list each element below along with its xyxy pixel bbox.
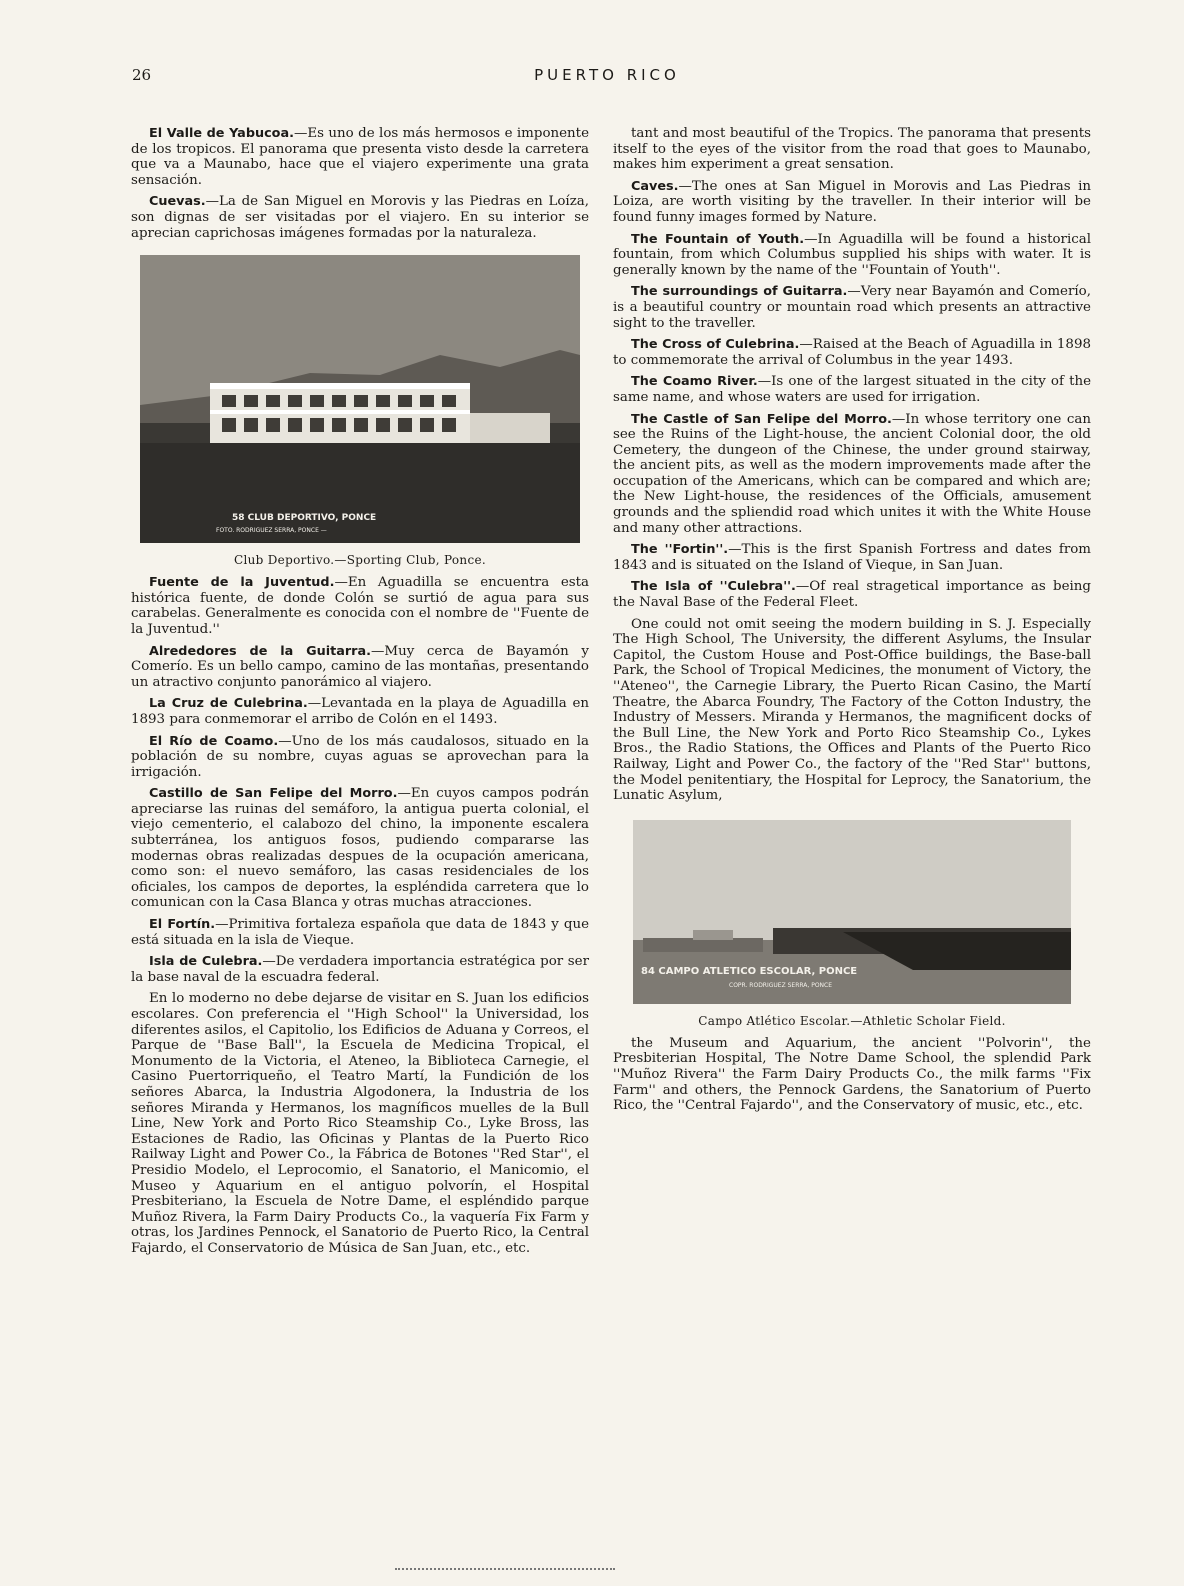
paragraph-heading: El Valle de Yabucoa.: [149, 126, 294, 141]
paragraph: [131, 954, 589, 985]
paragraph: [131, 194, 589, 241]
paragraph: [613, 179, 1091, 226]
paragraph-text: the Museum and Aquarium, the ancient ''Polvorin'', the Presbiterian Hospital, The Notre Dame School, the splendid Park ''Muñoz Rivera'' the Farm Dairy Products Co., the milk farms ''Fix Farm'' and others, the Pennock Gardens, the Sanatorium of Puerto Rico, the ''Central Fajardo'', and the Conservatory of music, etc., etc.: [613, 1035, 1091, 1114]
paragraph-heading: La Cruz de Culebrina.: [149, 696, 308, 712]
photo-caption: Campo Atlético Escolar.—Athletic Scholar Field.: [698, 1013, 1006, 1028]
paragraph: [613, 126, 1091, 173]
paragraph-text: —Muy cerca de Bayamón y Comerío. Es un bello campo, camino de las montañas, presentando un atractivo conjunto panorámico al viajero.: [131, 643, 589, 690]
paragraph-heading: El Río de Coamo.: [149, 733, 279, 749]
paragraph: [613, 542, 1091, 573]
paragraph-heading: Cuevas.: [149, 194, 206, 210]
paragraph-text: —En Aguadilla se encuentra esta histórica fuente, de donde Colón se surtió de agua para sus carabelas. Generalmente es conocida con el nombre de ''Fuente de la Juventud.'': [131, 575, 589, 637]
paragraph-heading: The Cross of Culebrina.: [631, 337, 800, 353]
paragraph-text: —In whose territory one can see the Ruins of the Light-house, the ancient Colonial door, the old Cemetery, the dungeon of the Chinese, the under ground stairway, the ancient pits, as well as the modern improvements made after the occupation of the Americans, which can be compared and which are; the New Light-house, the residences of the Officials, amusement grounds and the spliendid road which unites it with the White House and many other attractions.: [613, 411, 1091, 536]
paragraph-heading: The Fountain of Youth.: [631, 231, 805, 247]
running-title: PUERTO RICO: [534, 66, 680, 84]
paragraph: [613, 579, 1091, 610]
page-header: [132, 66, 1082, 88]
paragraph-text: —Very near Bayamón and Comerío, is a beautiful country or mountain road which presents an attractive sight to the traveller.: [613, 284, 1091, 331]
left-paragraphs-bottom: [131, 575, 589, 1256]
photo-club-deportivo: [140, 255, 580, 543]
paragraph: [131, 696, 589, 727]
paragraph: [613, 617, 1091, 804]
paragraph-text: —Is one of the largest situated in the city of the same name, and whose waters are used for irrigation.: [613, 374, 1092, 405]
sporting-club-photo: [140, 255, 580, 543]
right-paragraphs-bottom: [613, 1036, 1091, 1114]
paragraph-heading: Fuente de la Juventud.: [149, 575, 335, 591]
paragraph: [131, 991, 589, 1256]
paragraph-text: —This is the first Spanish Fortress and dates from 1843 and is situated on the Island of Vieque, in San Juan.: [613, 542, 1091, 573]
right-paragraphs-top: [613, 126, 1091, 804]
paragraph-text: —Uno de los más caudalosos, situado en la población de su nombre, cuyas aguas se aprovechan para la irrigación.: [131, 733, 590, 780]
footer-rule: [395, 1568, 615, 1570]
paragraph-text: —Levantada en la playa de Aguadilla en 1893 para conmemorar el arribo de Colón en el 1493.: [131, 696, 589, 727]
paragraph-heading: Alrededores de la Guitarra.: [149, 643, 371, 659]
paragraph-text: —La de San Miguel en Morovis y las Piedras en Loíza, son dignas de ser visitadas por el viajero. En su interior se aprecian caprichosas imágenes formadas por la naturaleza.: [131, 194, 589, 241]
paragraph-heading: The Castle of San Felipe del Morro.: [631, 411, 892, 427]
paragraph-heading: El Fortín.: [149, 917, 216, 933]
paragraph-text: —In Aguadilla will be found a historical fountain, from which Columbus supplied his ships with water. It is generally known by the name of the ''Fountain of Youth''.: [613, 231, 1091, 278]
right-column: [613, 126, 1091, 1120]
photo-credit: FOTO. RODRIGUEZ SERRA, PONCE —: [216, 527, 327, 535]
paragraph-heading: The Isla of ''Culebra''.: [631, 579, 796, 595]
paragraph-text: —Es uno de los más hermosos e imponente de los tropicos. El panorama que presenta visto desde la carretera que va a Maunabo, hace que el viajero experimente una grata sensación.: [131, 126, 589, 188]
paragraph-text: —Raised at the Beach of Aguadilla in 1898 to commemorate the arrival of Columbus in the year 1493.: [613, 337, 1091, 368]
paragraph: [131, 126, 589, 188]
photo-credit: COPR. RODRIGUEZ SERRA, PONCE: [729, 981, 833, 989]
paragraph-text: En lo moderno no debe dejarse de visitar en S. Juan los edificios escolares. Con preferencia el ''High School'' la Universidad, los diferentes asilos, el Capitolio, los Edificios de Aduana y Correos, el Parque de ''Base Ball'', la Escuela de Medicina Tropical, el Monumento de la Victoria, el Ateneo, la Biblioteca Carnegie, el Casino Puertorriqueño, el Teatro Martí, la Fundición de los señores Abarca, la Industria Algodonera, la Industria de los señores Miranda y Hermanos, los magníficos muelles de la Bull Line, New York and Porto Rico Steamship Co., Lyke Bross, las Estaciones de Radio, las Oficinas y Plantas de la Puerto Rico Railway Light and Power Co., la Fábrica de Botones ''Red Star'', el Presidio Modelo, el Leprocomio, el Sanatorio, el Manicomio, el Museo y Aquarium en el antiguo polvorín, el Hospital Presbiteriano, la Escuela de Notre Dame, el espléndido parque Muñoz Rivera, la Farm Dairy Products Co., la vaquería Fix Farm y otras, los Jardines Pennock, el Sanatorio de Puerto Rico, la Central Fajardo, el Conservatorio de Música de San Juan, etc., etc.: [131, 991, 589, 1256]
photo-caption: Club Deportivo.—Sporting Club, Ponce.: [234, 553, 486, 568]
paragraph: [131, 575, 589, 637]
paragraph: [613, 337, 1091, 368]
paragraph: [613, 374, 1091, 405]
left-paragraphs-top: [131, 126, 589, 241]
photo-label: 84 CAMPO ATLETICO ESCOLAR, PONCE: [641, 965, 858, 977]
paragraph: [613, 1036, 1091, 1114]
paragraph: [131, 734, 589, 781]
page-number: 26: [132, 66, 152, 84]
paragraph-heading: The surroundings of Guitarra.: [631, 284, 848, 300]
paragraph: [613, 232, 1091, 279]
paragraph-heading: Castillo de San Felipe del Morro.: [149, 786, 398, 802]
paragraph-text: —De verdadera importancia estratégica por ser la base naval de la escuadra federal.: [131, 954, 589, 985]
paragraph-text: tant and most beautiful of the Tropics. The panorama that presents itself to the eyes of the visitor from the road that goes to Maunabo, makes him experiment a great sensation.: [613, 126, 1091, 173]
paragraph: [131, 917, 589, 948]
left-column: [131, 126, 589, 1263]
paragraph-text: —En cuyos campos podrán apreciarse las ruinas del semáforo, la antigua puerta colonial, el viejo cementerio, el calabozo del chino, la imponente escalera subterránea, los antiguos fosos, pudiendo compararse las modernas obras realizadas despues de la ocupación americana, como son: el nuevo semáforo, las casas residenciales de los oficiales, los campos de deportes, la espléndida carretera que lo comunican con la Casa Blanca y otras muchas atracciones.: [131, 786, 589, 911]
photo-label: 58 CLUB DEPORTIVO, PONCE: [232, 513, 377, 524]
paragraph-text: —The ones at San Miguel in Morovis and Las Piedras in Loiza, are worth visiting by the traveller. In their interior will be found funny images formed by Nature.: [613, 178, 1091, 225]
paragraph: [131, 644, 589, 691]
paragraph-heading: The Coamo River.: [631, 374, 758, 390]
paragraph-heading: Isla de Culebra.: [149, 954, 263, 970]
photo-campo-atletico: [633, 820, 1071, 1004]
paragraph-text: One could not omit seeing the modern building in S. J. Especially The High School, The University, the different Asylums, the Insular Capitol, the Custom House and Post-Office buildings, the Base-ball Park, the School of Tropical Medicines, the monument of Victory, the ''Ateneo'', the Carnegie Library, the Puerto Rican Casino, the Martí Theatre, the Abarca Foundry, The Factory of the Cotton Industry, the Industry of Messers. Miranda y Hermanos, the magnificent docks of the Bull Line, the New York and Porto Rico Steamship Co., Lykes Bros., the Radio Stations, the Offices and Plants of the Puerto Rico Railway, Light and Power Co., the factory of the ''Red Star'' buttons, the Model penitentiary, the Hospital for Leprocy, the Sanatorium, the Lunatic Asylum,: [613, 616, 1091, 804]
paragraph-text: —Primitiva fortaleza española que data de 1843 y que está situada en la isla de Vieque.: [131, 917, 589, 948]
paragraph-text: —Of real stragetical importance as being the Naval Base of the Federal Fleet.: [613, 579, 1091, 611]
paragraph: [131, 786, 589, 911]
paragraph-heading: The ''Fortin''.: [631, 542, 729, 558]
paragraph: [613, 284, 1091, 331]
paragraph-heading: Caves.: [631, 178, 679, 194]
paragraph: [613, 412, 1091, 537]
